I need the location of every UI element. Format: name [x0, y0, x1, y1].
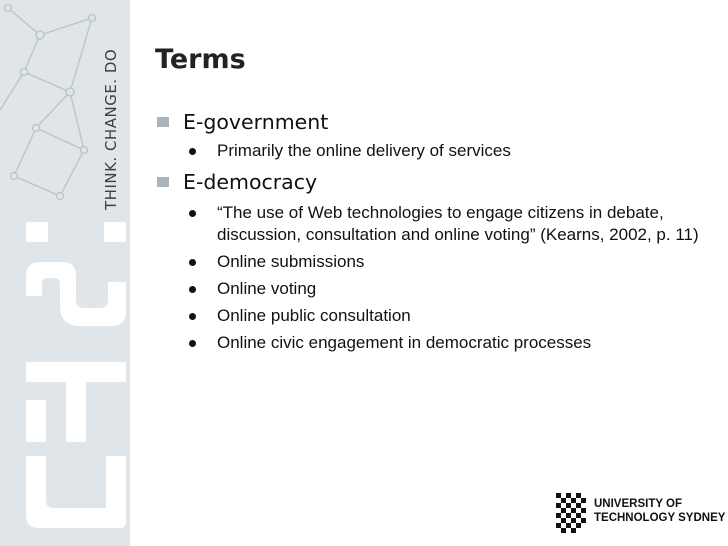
round-bullet-icon: [189, 313, 196, 320]
bullet-label: E-democracy: [183, 170, 318, 194]
logo-line-1: UNIVERSITY OF: [594, 498, 682, 510]
sub-bullet-item: [155, 332, 715, 354]
sub-bullet-label: Primarily the online delivery of services: [217, 141, 511, 160]
round-bullet-icon: [189, 148, 196, 155]
sub-bullet-label: Online civic engagement in democratic processes: [217, 333, 592, 352]
round-bullet-icon: [189, 259, 196, 266]
uts-brand-mark: [0, 0, 130, 546]
university-logo: [556, 493, 726, 535]
sub-bullet-item: [155, 305, 715, 327]
sub-bullet-item: [155, 202, 715, 246]
bullet-item: [155, 168, 715, 196]
slide-content: [155, 108, 715, 354]
round-bullet-icon: [189, 340, 196, 347]
sub-bullet-item: [155, 140, 715, 162]
sub-bullet-item: [155, 251, 715, 273]
square-bullet-icon: [157, 177, 169, 187]
logo-text: [594, 497, 725, 525]
sub-bullet-label: Online public consultation: [217, 306, 411, 325]
logo-line-2: TECHNOLOGY SYDNEY: [594, 512, 726, 524]
sub-bullet-label: “The use of Web technologies to engage citizens in debate, discussion, consultation and online voting” (Kearns, 2002, p. 11): [217, 203, 699, 244]
bullet-label: E-government: [183, 110, 329, 134]
square-bullet-icon: [157, 117, 169, 127]
bullet-item: [155, 108, 715, 136]
sub-bullet-label: Online submissions: [217, 252, 365, 271]
round-bullet-icon: [189, 286, 196, 293]
tagline: THINK. CHANGE. DO: [102, 48, 120, 210]
round-bullet-icon: [189, 210, 196, 217]
uts-logo-icon: [556, 493, 590, 535]
sub-bullet-item: [155, 278, 715, 300]
sub-bullet-label: Online voting: [217, 279, 317, 298]
uts-sidebar: [0, 0, 130, 546]
slide-title: Terms: [155, 44, 246, 75]
